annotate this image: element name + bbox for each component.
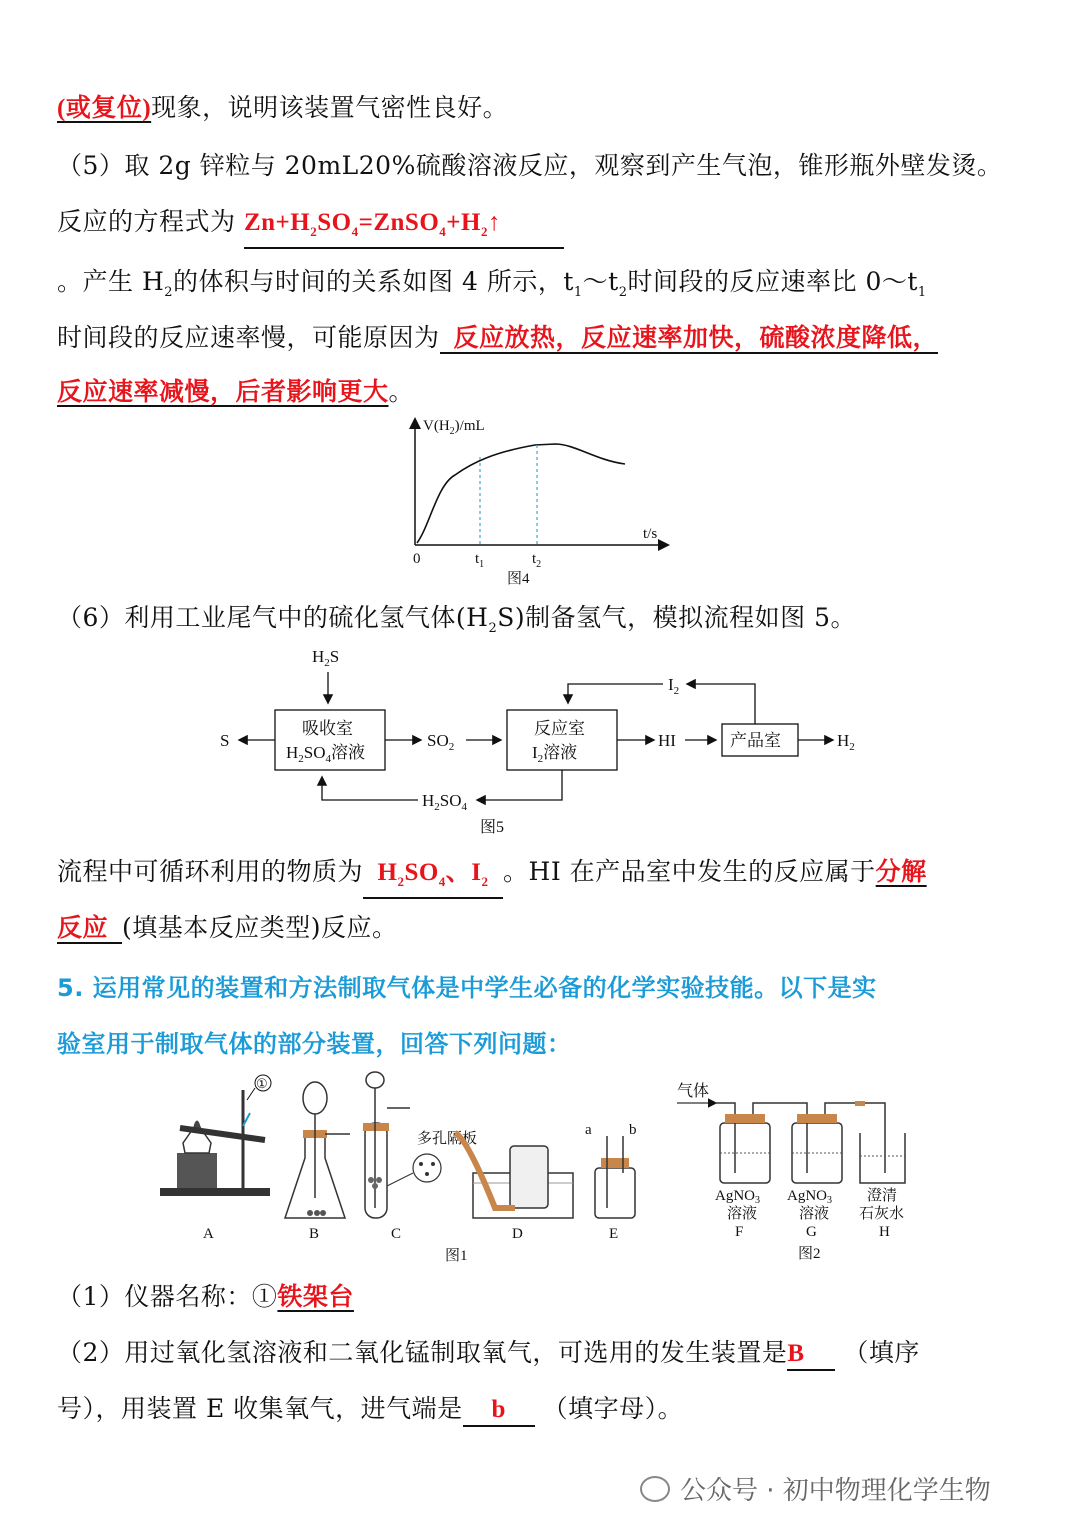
h2-label: $H_2$	[837, 731, 855, 753]
apparatus-c	[363, 1072, 477, 1218]
port-a-label: a	[585, 1122, 592, 1138]
q5-5-equation-line: 反应的方程式为 $Zn+H_2SO_4=ZnSO_4+H_2↑$	[57, 202, 564, 249]
watermark: 公众号 · 初中物理化学生物	[640, 1470, 991, 1507]
q5-2-line2: 号），用装置 E 收集氧气，进气端是 b （填字母）。	[57, 1389, 683, 1427]
q5-5-graph-text: 。产生 $H_2$的体积与时间的关系如图 4 所示，$t_1\sim t_2$时间段的反应速率比 $0\sim t_1$	[57, 267, 927, 300]
label-H: H	[879, 1224, 890, 1240]
label-B: B	[309, 1226, 320, 1242]
g-reagent-label: AgNO$_3$	[787, 1188, 832, 1206]
figure-1-caption: 图1	[445, 1248, 468, 1264]
h-reagent-label: 澄清	[867, 1188, 898, 1204]
g-solution-label: 溶液	[799, 1206, 830, 1222]
figure-1-2-apparatus	[155, 1068, 935, 1268]
reaction-title: 反应室	[534, 719, 585, 738]
hi-label: HI	[658, 731, 676, 750]
answer-inlet-b: b	[463, 1395, 535, 1427]
gas-label: 气体	[677, 1083, 710, 1100]
port-b-label: b	[629, 1122, 637, 1138]
answer-equation: $Zn+H_2SO_4=ZnSO_4+H_2↑$	[244, 208, 564, 249]
volume-curve	[417, 444, 625, 543]
answer-decomposition-1: 分解	[875, 859, 927, 886]
answer-device-b: B	[787, 1339, 835, 1371]
h2s-label: $H_2S$	[312, 647, 340, 669]
answer-decomposition-2: 反应	[57, 915, 122, 944]
x-axis-label: t/s	[643, 526, 658, 542]
label-G: G	[806, 1224, 817, 1240]
wechat-icon	[640, 1476, 670, 1502]
reaction-solution: $I_2$溶液	[532, 743, 578, 765]
circle-one-label: ①	[256, 1076, 268, 1091]
q5-5-reason-line: 时间段的反应速率慢，可能原因为 反应放热，反应速率加快，硫酸浓度降低，	[57, 323, 939, 352]
para-airtight: (或复位)现象，说明该装置气密性良好。	[57, 93, 509, 122]
y-axis-label: $V(H_2)/mL$	[423, 418, 485, 437]
f-reagent-label: AgNO$_3$	[715, 1188, 760, 1206]
h-solution-label: 石灰水	[859, 1206, 905, 1222]
label-A: A	[203, 1226, 214, 1242]
answer-iron-stand: 铁架台	[277, 1284, 354, 1311]
product-label: 产品室	[730, 731, 781, 750]
so2-label: $SO_2$	[427, 731, 455, 753]
t2-label: $t_2$	[532, 551, 542, 570]
t1-label: $t_1$	[475, 551, 485, 570]
q5-1-line: （1）仪器名称：①铁架台	[57, 1282, 354, 1311]
apparatus-b	[285, 1082, 350, 1218]
label-D: D	[512, 1226, 523, 1242]
f-solution-label: 溶液	[727, 1206, 758, 1222]
answer-recycle: $H_2SO_4$、$I_2$	[363, 858, 503, 899]
answer-reason-1: 反应放热，反应速率加快，硫酸浓度降低，	[440, 325, 939, 354]
label-F: F	[735, 1224, 744, 1240]
q5-6-stem: （6）利用工业尾气中的硫化氢气体$(H_2S)$制备氢气，模拟流程如图 5。	[57, 603, 856, 636]
figure-5-caption: 图5	[480, 819, 505, 836]
figure-5-flowchart	[210, 640, 880, 845]
q5-6-recycle-line: 流程中可循环利用的物质为 $H_2SO_4$、$I_2$ 。HI 在产品室中发生的反应属于分解	[57, 852, 927, 899]
apparatus-a	[160, 1075, 271, 1196]
apparatus-fgh	[677, 1082, 905, 1262]
q5-6-type-line: 反应 (填基本反应类型)反应。	[57, 913, 398, 942]
label-C: C	[391, 1226, 402, 1242]
q5-2-line: （2）用过氧化氢溶液和二氧化锰制取氧气，可选用的发生装置是B （填序	[57, 1333, 920, 1371]
answer-reason-2: 反应速率减慢，后者影响更大	[57, 379, 389, 406]
figure-4-graph	[395, 410, 685, 590]
porous-plate-label: 多孔隔板	[417, 1131, 478, 1147]
q5-5-reason-line2: 反应速率减慢，后者影响更大。	[57, 377, 415, 406]
origin-label: 0	[413, 551, 421, 567]
question-5-line1: 5. 运用常见的装置和方法制取气体是中学生必备的化学实验技能。以下是实	[57, 974, 877, 1002]
apparatus-e	[585, 1122, 637, 1218]
h2so4-return-label: $H_2SO_4$	[422, 791, 468, 813]
sulfur-label: S	[220, 731, 230, 750]
q5-5-stem: （5）取 2g 锌粒与 20mL20%硫酸溶液反应，观察到产生气泡，锥形瓶外壁发烫。	[57, 151, 1003, 180]
figure-2-caption: 图2	[798, 1246, 821, 1262]
label-E: E	[609, 1226, 619, 1242]
question-5-line2: 验室用于制取气体的部分装置，回答下列问题：	[57, 1030, 572, 1058]
absorption-title: 吸收室	[302, 719, 353, 738]
i2-label: $I_2$	[668, 675, 680, 697]
figure-4-caption: 图4	[507, 571, 530, 587]
answer-reset: (或复位)	[57, 95, 152, 122]
absorption-solution: $H_2SO_4$溶液	[286, 743, 366, 765]
